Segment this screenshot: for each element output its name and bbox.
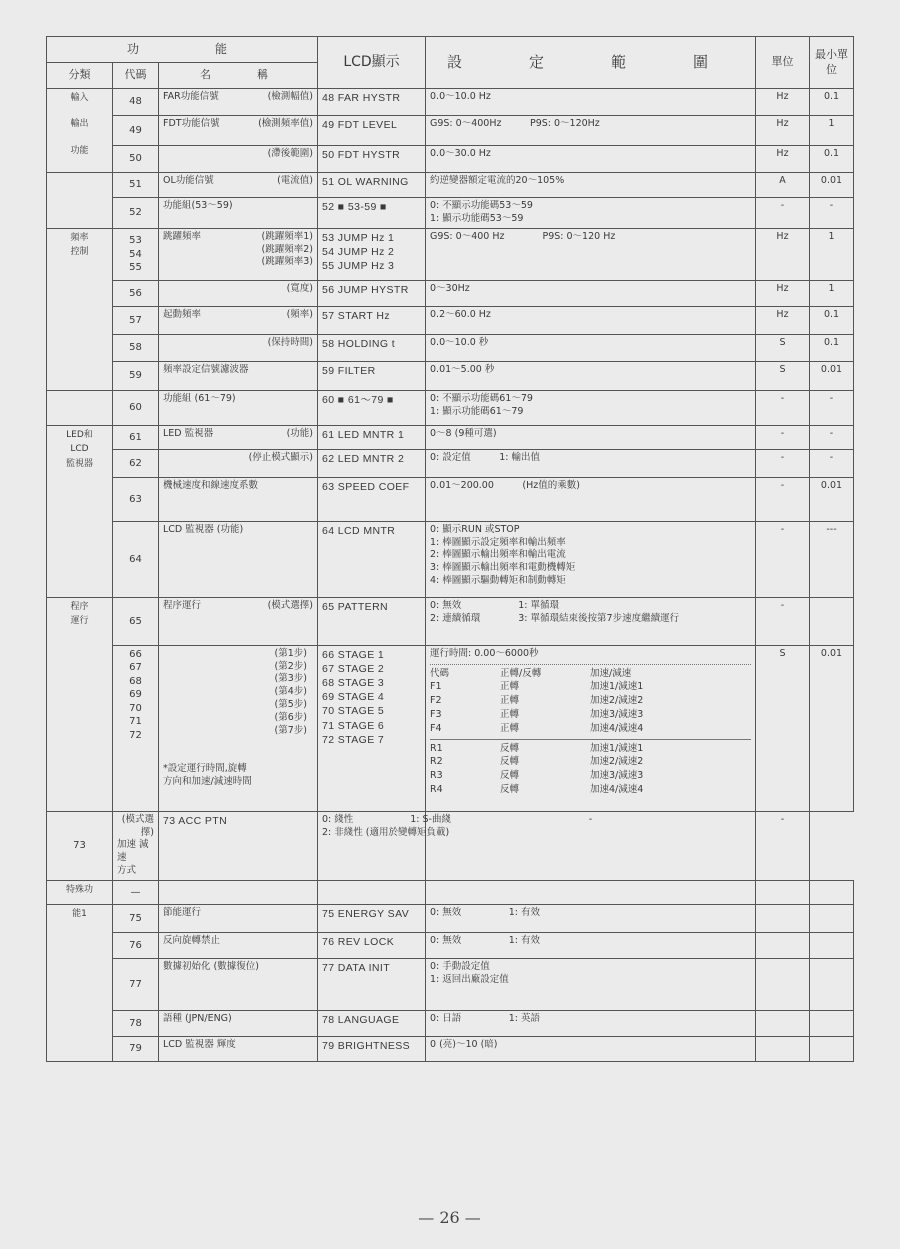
range-line: 0: 無效 1: 單循環 (430, 599, 560, 611)
header-lcd: LCD顯示 (318, 37, 426, 89)
grid-cell: 加速3/減速3 (590, 709, 644, 721)
range-line: 0: 設定值 1: 輸出值 (430, 451, 541, 463)
lcd-display-cell: 56 JUMP HYSTR (318, 280, 426, 306)
name-qualifier: (保持時間) (267, 336, 313, 348)
category-cell (47, 173, 113, 229)
grid-header: 正轉/反轉 (500, 667, 542, 679)
lcd-display-cell: 77 DATA INIT (318, 958, 426, 1010)
name-qualifier: (停止模式顯示) (248, 451, 313, 463)
lcd-display-cell: 78 LANGUAGE (318, 1010, 426, 1036)
range-line: 1: 返回出廠設定值 (430, 973, 509, 985)
range-line: 0.0～30.0 Hz (430, 148, 491, 160)
grid-cell: 正轉 (500, 709, 520, 721)
name-text: LCD 監視器 輝度 (163, 1038, 236, 1050)
name-qualifier: (滯後範圍) (267, 148, 313, 160)
table-row (47, 280, 854, 306)
grid-header: 代碼 (430, 667, 450, 679)
code-cell: 79 (113, 1036, 159, 1061)
table-row (47, 477, 854, 521)
range-line: 0: 手動設定值 (430, 960, 490, 972)
name-cell (159, 173, 318, 198)
code-cell: 63 (113, 477, 159, 521)
range-cell (426, 146, 756, 173)
category-label: 頻率 控制 (70, 232, 89, 258)
min-unit-cell (810, 904, 854, 932)
header-code: 代碼 (113, 63, 159, 89)
table-row (47, 361, 854, 390)
lcd-display-cell: 65 PATTERN (318, 597, 426, 645)
range-line: 2: 棒圖顯示輸出頻率和輸出電流 (430, 549, 566, 561)
category-label: 程序 運行 (70, 601, 89, 627)
table-row (47, 425, 854, 449)
grid-cell: F3 (430, 709, 442, 721)
name-qualifier: (寬度) (286, 282, 313, 294)
table-row (47, 958, 854, 1010)
stage-name-cell (159, 645, 318, 811)
grid-cell: 反轉 (500, 770, 520, 782)
range-line: 0.2～60.0 Hz (430, 308, 491, 320)
table-row (47, 334, 854, 361)
range-line: G9S: 0～400 Hz P9S: 0～120 Hz (430, 230, 616, 242)
table-row (47, 521, 854, 597)
name-qualifier: (模式選擇) (267, 599, 313, 611)
range-line: 0 (亮)～10 (暗) (430, 1038, 498, 1050)
stage-lcd: 66 STAGE 1 67 STAGE 2 68 STAGE 3 69 STAGE 4 70 STAGE 5 71 STAGE 6 72 STAGE 7 (318, 645, 426, 811)
code-cell: 64 (113, 521, 159, 597)
range-line: 0.01～200.00 (Hz值的乘數) (430, 479, 580, 491)
category-cell (47, 904, 113, 1061)
code-cell: 49 (113, 116, 159, 146)
range-line: 0: 無效 1: 有效 (430, 906, 541, 918)
range-line: 0: 顯示RUN 或STOP (430, 523, 520, 535)
unit-cell (756, 880, 810, 904)
lcd-display-cell: 51 OL WARNING (318, 173, 426, 198)
grid-cell: 反轉 (500, 742, 520, 754)
range-cell (426, 477, 756, 521)
min-unit-cell: 0.1 (810, 334, 854, 361)
range-line: 0.01～5.00 秒 (430, 363, 495, 375)
range-cell (426, 1036, 756, 1061)
range-cell (426, 116, 756, 146)
grid-cell: 反轉 (500, 756, 520, 768)
name-cell (159, 198, 318, 229)
lcd-display-cell: 61 LED MNTR 1 (318, 425, 426, 449)
range-cell (426, 449, 756, 477)
page-number: — 26 — (418, 1208, 481, 1227)
grid-cell: F2 (430, 695, 442, 707)
stage-unit: S (756, 645, 810, 811)
name-text: LED 監視器 (163, 427, 214, 439)
range-cell (426, 89, 756, 116)
name-cell (159, 146, 318, 173)
category-cell (47, 228, 113, 390)
range-line: 1: 顯示功能碼53～59 (430, 212, 524, 224)
category-cell (47, 89, 113, 173)
table-row (47, 1036, 854, 1061)
range-line: 0: 綫性 1: S-曲綫 (322, 813, 451, 825)
name-cell (159, 280, 318, 306)
stage-time: 運行時間: 0.00～6000秒 (430, 647, 539, 659)
name-text: 機械速度和線速度系數 (163, 479, 259, 491)
range-cell (426, 198, 756, 229)
unit-cell: Hz (756, 146, 810, 173)
category-cell (47, 425, 113, 597)
name-text: 語種 (JPN/ENG) (163, 1012, 232, 1024)
range-cell (426, 361, 756, 390)
unit-cell: - (756, 597, 810, 645)
unit-cell: - (756, 521, 810, 597)
grid-cell: 加速2/減速2 (590, 756, 644, 768)
unit-cell: Hz (756, 306, 810, 334)
min-unit-cell: - (810, 449, 854, 477)
unit-cell: A (756, 173, 810, 198)
range-line: 0.0～10.0 Hz (430, 91, 491, 102)
range-line: 0: 無效 1: 有效 (430, 934, 541, 946)
unit-cell: - (426, 811, 756, 880)
code-cell: 77 (113, 958, 159, 1010)
unit-cell: Hz (756, 280, 810, 306)
unit-cell: - (756, 425, 810, 449)
unit-cell: - (756, 477, 810, 521)
grid-cell: R2 (430, 756, 443, 768)
name-cell (159, 597, 318, 645)
stage-min: 0.01 (810, 645, 854, 811)
lcd-display-cell: 63 SPEED COEF (318, 477, 426, 521)
min-unit-cell: 0.1 (810, 89, 854, 116)
stage-row (47, 645, 854, 811)
lcd-display-cell: 62 LED MNTR 2 (318, 449, 426, 477)
name-text: FAR功能信號 (163, 91, 219, 102)
table-row (47, 449, 854, 477)
name-qualifier: (檢測頻率值) (258, 118, 313, 130)
range-line: 1: 棒圖顯示設定頻率和輸出頻率 (430, 536, 566, 548)
name-cell (159, 958, 318, 1010)
name-cell (113, 811, 159, 880)
unit-cell: Hz (756, 89, 810, 116)
min-unit-cell (810, 1010, 854, 1036)
header-range: 設 定 範 圍 (426, 37, 756, 89)
grid-cell: 加速4/減速4 (590, 784, 644, 796)
name-text: 反向旋轉禁止 (163, 934, 221, 946)
table-row (47, 904, 854, 932)
name-qualifier: (檢測幅值) (267, 91, 313, 102)
grid-header: 加速/減速 (590, 667, 632, 679)
code-cell: 57 (113, 306, 159, 334)
min-unit-cell: - (810, 198, 854, 229)
name-cell (159, 228, 318, 280)
range-cell (426, 173, 756, 198)
range-line: 3: 棒圖顯示輸出頻率和電動機轉矩 (430, 562, 576, 574)
code-cell: 75 (113, 904, 159, 932)
category-cell (47, 880, 113, 904)
min-unit-cell: --- (810, 521, 854, 597)
code-cell: 73 (47, 811, 113, 880)
grid-cell: 加速3/減速3 (590, 770, 644, 782)
unit-cell: - (756, 390, 810, 425)
range-line: 0～8 (9種可選) (430, 427, 497, 439)
name-cell (159, 1036, 318, 1061)
min-unit-cell: 0.01 (810, 361, 854, 390)
range-line: 0: 不顯示功能碼61～79 (430, 392, 533, 404)
code-cell: 48 (113, 89, 159, 116)
range-cell (426, 904, 756, 932)
header-name: 名 稱 (159, 63, 318, 89)
code-cell: 58 (113, 334, 159, 361)
grid-cell: 正轉 (500, 722, 520, 734)
name-qualifier: (功能) (286, 427, 313, 439)
name-cell (159, 904, 318, 932)
code-cell: 76 (113, 932, 159, 958)
name-cell (159, 449, 318, 477)
name-text: 數據初始化 (數據復位) (163, 960, 259, 972)
table-row (47, 146, 854, 173)
table-row (47, 932, 854, 958)
category-cell (47, 597, 113, 811)
name-cell (159, 390, 318, 425)
grid-cell: 正轉 (500, 681, 520, 693)
range-cell (426, 1010, 756, 1036)
stage-range (426, 645, 756, 811)
min-unit-cell: 0.01 (810, 477, 854, 521)
grid-cell: F4 (430, 722, 442, 734)
name-qualifier: (模式選擇) (121, 813, 154, 838)
range-cell (426, 958, 756, 1010)
category-label: 特殊功 (65, 884, 93, 895)
min-unit-cell: - (810, 425, 854, 449)
table-row (47, 390, 854, 425)
name-text: 起動頻率 (163, 308, 202, 320)
min-unit-cell: 0.1 (810, 146, 854, 173)
category-label: LED和 LCD 監視器 (65, 429, 93, 469)
grid-cell: R4 (430, 784, 443, 796)
lcd-display-cell (318, 880, 426, 904)
min-unit-cell (810, 597, 854, 645)
name-qualifier: (頻率) (286, 308, 313, 320)
category-label: 能1 (72, 908, 87, 919)
stage-reverse-grid (430, 739, 751, 797)
code-cell: 62 (113, 449, 159, 477)
grid-cell: F1 (430, 681, 442, 693)
min-unit-cell: 1 (810, 228, 854, 280)
name-qualifier: (跳躍頻率1) (跳躍頻率2) (跳躍頻率3) (261, 230, 313, 268)
range-line: 2: 連續循環 3: 單循環結束後按第7步速度繼續運行 (430, 612, 680, 624)
stage-codes: 66 67 68 69 70 71 72 (113, 645, 159, 811)
lcd-display-cell: 59 FILTER (318, 361, 426, 390)
unit-cell (756, 932, 810, 958)
name-cell (159, 1010, 318, 1036)
header-function: 功 能 (47, 37, 318, 63)
category-label: 輸入 (70, 93, 89, 103)
table-row (47, 228, 854, 280)
range-cell (426, 390, 756, 425)
lcd-display-cell: 48 FAR HYSTR (318, 89, 426, 116)
code-cell: 59 (113, 361, 159, 390)
name-text: 頻率設定信號濾波器 (163, 363, 249, 375)
lcd-display-cell: 60 ■ 61～79 ■ (318, 390, 426, 425)
lcd-display-cell: 73 ACC PTN (159, 811, 318, 880)
name-cell (159, 425, 318, 449)
name-text: FDT功能信號 (163, 118, 220, 130)
table-row (47, 306, 854, 334)
range-line: 0.0～10.0 秒 (430, 336, 489, 348)
stage-steps: (第1步) (第2步) (第3步) (第4步) (第5步) (第6步) (第7步) (274, 647, 307, 736)
lcd-display-cell: 58 HOLDING t (318, 334, 426, 361)
unit-cell (756, 958, 810, 1010)
table-row (47, 116, 854, 146)
category-label: 輸出 (70, 119, 89, 130)
lcd-display-cell: 64 LCD MNTR (318, 521, 426, 597)
min-unit-cell (810, 1036, 854, 1061)
name-text: 節能運行 (163, 906, 202, 918)
unit-cell: Hz (756, 228, 810, 280)
name-text: 加速 減速 方式 (117, 839, 149, 877)
grid-cell: 加速4/減速4 (590, 722, 644, 734)
range-line: G9S: 0～400Hz P9S: 0～120Hz (430, 118, 600, 130)
lcd-display-cell: 49 FDT LEVEL (318, 116, 426, 146)
code-cell: 50 (113, 146, 159, 173)
function-code-table (46, 36, 854, 1062)
code-cell: 61 (113, 425, 159, 449)
name-cell (159, 306, 318, 334)
name-text: 功能組 (61～79) (163, 392, 236, 404)
grid-cell: 加速1/減速1 (590, 681, 644, 693)
range-line: 1: 顯示功能碼61～79 (430, 405, 524, 417)
min-unit-cell (810, 958, 854, 1010)
name-text: 跳躍頻率 (163, 230, 202, 242)
min-unit-cell: - (810, 390, 854, 425)
min-unit-cell: 0.1 (810, 306, 854, 334)
range-line: 0: 日語 1: 英語 (430, 1012, 541, 1024)
name-cell (159, 334, 318, 361)
lcd-display-cell: 52 ■ 53-59 ■ (318, 198, 426, 229)
table-row (47, 1010, 854, 1036)
table-row (47, 89, 854, 116)
name-cell (159, 521, 318, 597)
unit-cell: - (756, 198, 810, 229)
code-cell: 56 (113, 280, 159, 306)
range-cell (426, 425, 756, 449)
code-cell: 65 (113, 597, 159, 645)
range-cell (426, 932, 756, 958)
table-row (47, 880, 854, 904)
code-cell: — (113, 880, 159, 904)
min-unit-cell (810, 932, 854, 958)
name-text: OL功能信號 (163, 175, 214, 187)
stage-direction-grid (430, 664, 751, 736)
range-line: 0: 不顯示功能碼53～59 (430, 200, 533, 212)
grid-cell: R1 (430, 742, 443, 754)
range-cell (426, 334, 756, 361)
code-cell: 78 (113, 1010, 159, 1036)
unit-cell (756, 1010, 810, 1036)
name-cell (159, 361, 318, 390)
min-unit-cell: - (756, 811, 810, 880)
range-cell (426, 280, 756, 306)
lcd-display-cell: 57 START Hz (318, 306, 426, 334)
category-cell (47, 390, 113, 425)
min-unit-cell: 1 (810, 116, 854, 146)
range-line: 4: 棒圖顯示驅動轉矩和制動轉矩 (430, 575, 566, 587)
range-cell (426, 880, 756, 904)
lcd-display-cell: 75 ENERGY SAV (318, 904, 426, 932)
lcd-display-cell: 53 JUMP Hz 1 54 JUMP Hz 2 55 JUMP Hz 3 (318, 228, 426, 280)
table-row (47, 811, 854, 880)
range-cell (426, 228, 756, 280)
name-text: 功能組(53～59) (163, 200, 233, 212)
range-cell (426, 597, 756, 645)
code-cell: 53 54 55 (113, 228, 159, 280)
lcd-display-cell: 50 FDT HYSTR (318, 146, 426, 173)
name-cell (159, 880, 318, 904)
unit-cell: Hz (756, 116, 810, 146)
range-line: 2: 非綫性 (適用於變轉矩負載) (322, 826, 450, 838)
min-unit-cell: 1 (810, 280, 854, 306)
name-cell (159, 89, 318, 116)
range-line: 約逆變器額定電流的20～105% (430, 175, 565, 187)
unit-cell: - (756, 449, 810, 477)
range-cell (318, 811, 451, 880)
name-cell (159, 116, 318, 146)
code-cell: 52 (113, 198, 159, 229)
lcd-display-cell: 76 REV LOCK (318, 932, 426, 958)
name-cell (159, 477, 318, 521)
category-label: 功能 (70, 145, 89, 156)
header-category: 分類 (47, 63, 113, 89)
unit-cell (756, 904, 810, 932)
unit-cell: S (756, 334, 810, 361)
header-min-unit: 最小單位 (810, 37, 854, 89)
unit-cell: S (756, 361, 810, 390)
name-text: 程序運行 (163, 599, 202, 611)
table-row (47, 597, 854, 645)
min-unit-cell (810, 880, 854, 904)
range-cell (426, 306, 756, 334)
code-cell: 60 (113, 390, 159, 425)
lcd-display-cell: 79 BRIGHTNESS (318, 1036, 426, 1061)
range-line: 0～30Hz (430, 282, 470, 294)
grid-cell: 正轉 (500, 695, 520, 707)
name-qualifier: (電流值) (277, 175, 313, 187)
table-row (47, 198, 854, 229)
name-text: LCD 監視器 (功能) (163, 523, 244, 535)
unit-cell (756, 1036, 810, 1061)
table-row (47, 173, 854, 198)
stage-note: *設定運行時間,旋轉 方向和加速/減速時間 (163, 763, 252, 788)
name-cell (159, 932, 318, 958)
grid-cell: R3 (430, 770, 443, 782)
min-unit-cell: 0.01 (810, 173, 854, 198)
grid-cell: 加速2/減速2 (590, 695, 644, 707)
grid-cell: 反轉 (500, 784, 520, 796)
header-unit: 單位 (756, 37, 810, 89)
grid-cell: 加速1/減速1 (590, 742, 644, 754)
range-cell (426, 521, 756, 597)
parameter-table-page (46, 36, 853, 1227)
code-cell: 51 (113, 173, 159, 198)
